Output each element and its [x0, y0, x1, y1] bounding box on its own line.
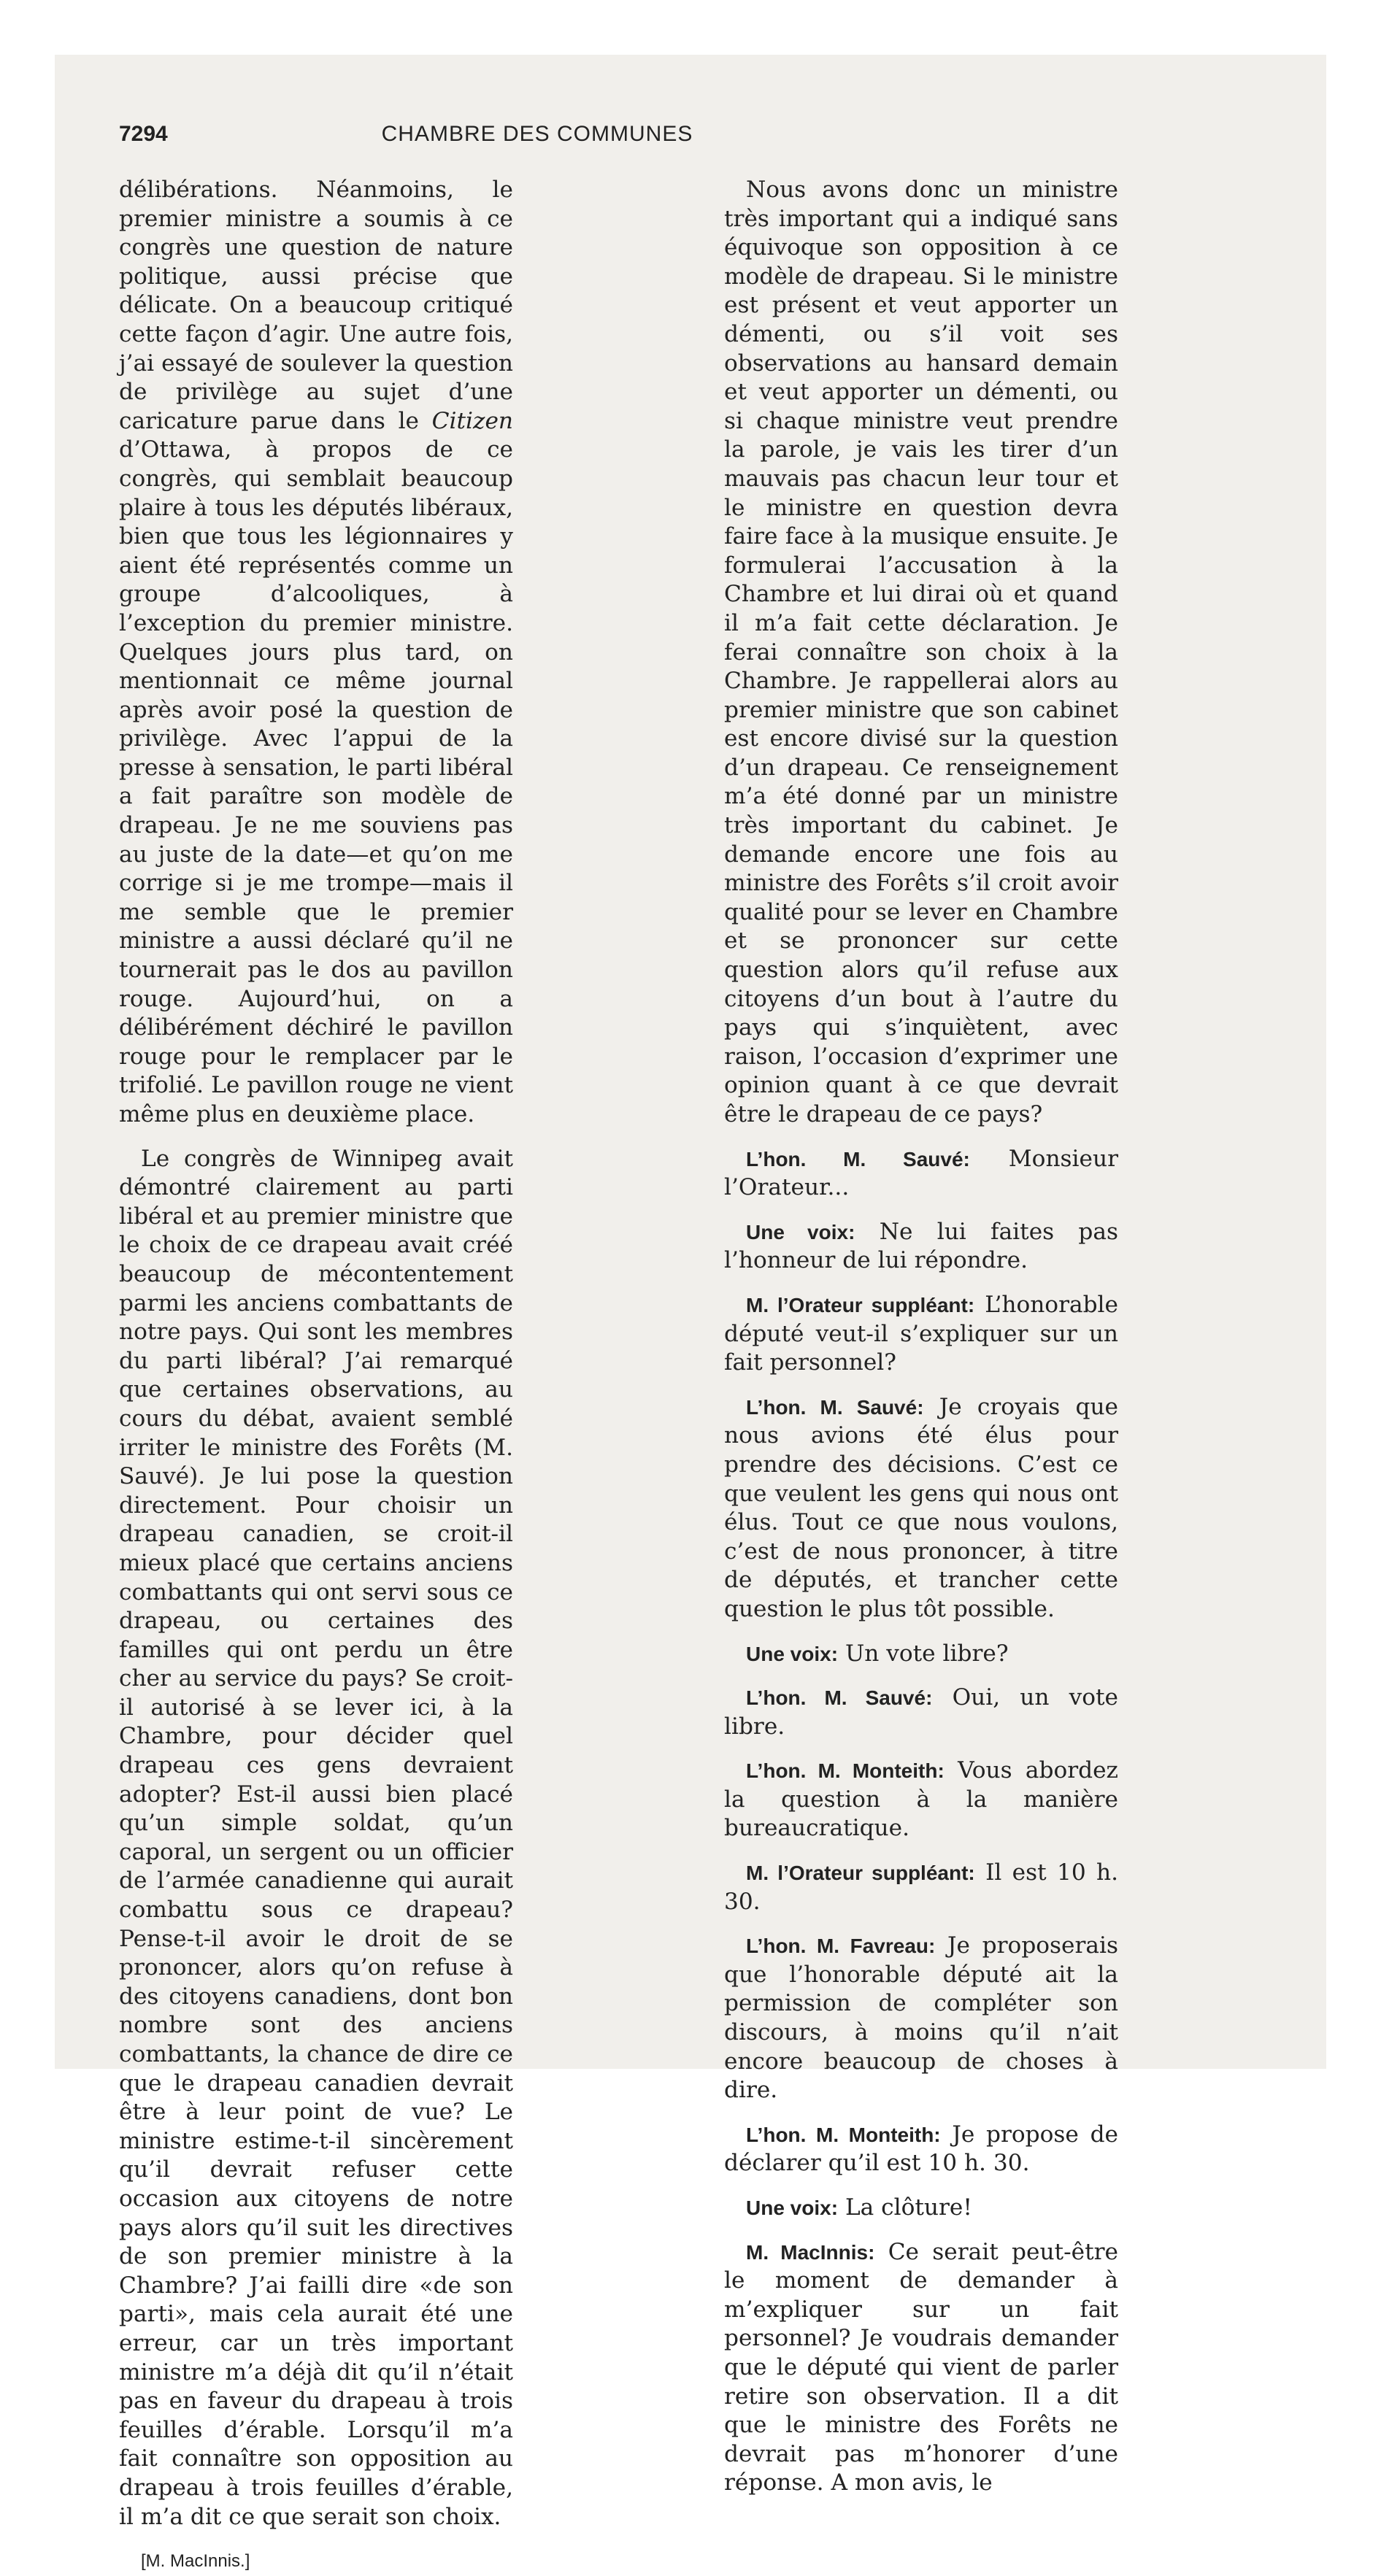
- left-paragraph-1: [119, 176, 513, 1130]
- left-p1-text: délibérations. Néanmoins, le premier ministre a soumis à ce congrès une question de nature politique, aussi précise que délicate. On a beaucoup critiqué cette façon d’agir. Une autre fois, j’ai essayé de soulever la question de privilège au sujet d’une caricature parue dans le: [119, 177, 514, 434]
- speaker-name: M. MacInnis:: [746, 2240, 875, 2264]
- speech-text: Vous abordez la question à la manière bureaucratique.: [724, 1757, 1118, 1842]
- exchange-item: [724, 1393, 1118, 1624]
- speaker-name: L’hon. M. Sauvé:: [746, 1686, 933, 1710]
- speaker-name: Une voix:: [746, 1642, 839, 1665]
- exchange-item: [724, 1756, 1118, 1843]
- speech-text: Oui, un vote libre.: [724, 1684, 1118, 1740]
- page: [55, 55, 1326, 2572]
- right-paragraph-1: Nous avons donc un ministre très important qui a indiqué sans équivoque son opposition à ce modèle de drapeau. Si le ministre est présent et veut apporter un démenti, ou s’il voit ses observations au hansard demain et veut apporter un démenti, ou si chaque ministre veut prendre la parole, je vais les tirer d’un mauvais pas chacun leur tour et le ministre en question devra faire face à la musique ensuite. Je formulerai l’accusation à la Chambre et lui dirai où et quand il m’a fait cette déclaration. Je ferai connaître son choix à la Chambre. Je rappellerai alors au premier ministre que son cabinet est encore divisé sur la question d’un drapeau. Ce renseignement m’a été donné par un ministre très important du cabinet. Je demande encore une fois au ministre des Forêts s’il croit avoir qualité pour se lever en Chambre et se prononcer sur cette question alors qu’il refuse aux citoyens d’un bout à l’autre du pays qui s’inquiètent, avec raison, l’occasion d’exprimer une opinion quant à ce que devrait être le drapeau de ce pays?: [724, 177, 1118, 1127]
- page-number: 7294: [119, 122, 168, 146]
- speech-text: Il est 10 h. 30.: [724, 1859, 1118, 1915]
- speaker-footnote: [M. MacInnis.]: [141, 2551, 250, 2572]
- speaker-name: M. l’Orateur suppléant:: [746, 1293, 975, 1316]
- speaker-name: M. l’Orateur suppléant:: [746, 1862, 975, 1885]
- speech-text: L’honorable député veut-il s’expliquer sur un fait personnel?: [724, 1291, 1118, 1376]
- speaker-name: L’hon. M. Sauvé:: [746, 1395, 924, 1419]
- speech-text: Je propose de déclarer qu’il est 10 h. 30.: [724, 2121, 1118, 2177]
- speaker-name: L’hon. M. Monteith:: [746, 2123, 941, 2146]
- exchange-item: [724, 1218, 1118, 1276]
- speech-text: Je croyais que nous avions été élus pour prendre des décisions. C’est ce que veulent les gens qui nous ont élus. Tout ce que nous voulons, c’est de nous prononcer, à titre de députés, et trancher cette question le plus tôt possible.: [724, 1393, 1118, 1622]
- exchange-item: [724, 1932, 1118, 2105]
- speech-text: Ce serait peut-être le moment de demander à m’expliquer sur un fait personnel? Je voudrais demander que le député qui vient de parler retire son observation. Il a dit que le ministre des Forêts ne devrait pas m’honorer d’une réponse. A mon avis, le: [724, 2238, 1118, 2496]
- speaker-name: Une voix:: [746, 2197, 839, 2219]
- left-p1-rest: d’Ottawa, à propos de ce congrès, qui semblait beaucoup plaire à tous les députés libéraux, bien que tous les légionnaires y aient été représentés comme un groupe d’alcooliques, à l’exception du premier ministre. Quelques jours plus tard, on mentionnait ce même journal après avoir posé la question de privilège. Avec l’appui de la presse à sensation, le parti libéral a fait paraître son modèle de drapeau. Je ne me souviens pas au juste de la date—et qu’on me corrige si je me trompe—mais il me semble que le premier ministre a aussi déclaré qu’il ne tournerait pas le dos au pavillon rouge. Aujourd’hui, on a délibérément déchiré le pavillon rouge pour le remplacer par le trifolié. Le pavillon rouge ne vient même plus en deuxième place.: [119, 436, 513, 1127]
- speech-text: Monsieur l’Orateur...: [724, 1145, 1118, 1201]
- speaker-name: L’hon. M. Monteith:: [746, 1759, 945, 1783]
- speech-text: Ne lui faites pas l’honneur de lui répondre.: [724, 1218, 1118, 1274]
- running-head: CHAMBRE DES COMMUNES: [381, 122, 693, 146]
- newspaper-title: Citizen: [431, 407, 513, 434]
- left-paragraph-2: Le congrès de Winnipeg avait démontré clairement au parti libéral et au premier ministre que le choix de ce drapeau avait créé beaucoup de mécontentement parmi les anciens combattants de notre pays. Qui sont les membres du parti libéral? J’ai remarqué que certaines observations, au cours du débat, avaient semblé irriter le ministre des Forêts (M. Sauvé). Je lui pose la question directement. Pour choisir un drapeau canadien, se croit-il mieux placé que certains anciens combattants qui ont servi sous ce drapeau, ou certaines des familles qui ont perdu un être cher au service du pays? Se croit-il autorisé à se lever ici, à la Chambre, pour décider quel drapeau ces gens devraient adopter? Est-il aussi bien placé qu’un simple soldat, qu’un caporal, un sergent ou un officier de l’armée canadienne qui aurait combattu sous ce drapeau? Pense-t-il avoir le droit de se prononcer, alors qu’on refuse à des citoyens canadiens, dont bon nombre sont des anciens combattants, la chance de dire ce que le drapeau canadien devrait être à leur point de vue? Le ministre estime-t-il sincèrement qu’il devrait refuser cette occasion aux citoyens de notre pays alors qu’il suit les directives de son premier ministre à la Chambre? J’ai failli dire «de son parti», mais cela aurait été une erreur, car un très important ministre m’a déjà dit qu’il n’était pas en faveur du drapeau à trois feuilles d’érable. Lorsqu’il m’a fait connaître son opposition au drapeau à trois feuilles d’érable, il m’a dit ce que serait son choix.: [119, 1145, 513, 2530]
- speech-text: Un vote libre?: [845, 1640, 1009, 1667]
- speaker-name: Une voix:: [746, 1220, 855, 1243]
- exchange-item: [724, 1291, 1118, 1378]
- exchange-item: [724, 1684, 1118, 1741]
- speech-text: Je proposerais que l’honorable député ait la permission de compléter son discours, à moins qu’il n’ait encore beaucoup de choses à dire.: [724, 1932, 1118, 2104]
- left-column: [119, 176, 514, 2572]
- speaker-name: L’hon. M. Sauvé:: [746, 1147, 970, 1171]
- exchange-item: [724, 1859, 1118, 1916]
- right-column: [724, 176, 1118, 2496]
- speaker-name: L’hon. M. Favreau:: [746, 1935, 936, 1958]
- exchange-item: [724, 1640, 1118, 1669]
- speech-text: La clôture!: [845, 2194, 972, 2221]
- exchange-item: [724, 1145, 1118, 1203]
- exchange-item: [724, 2121, 1118, 2178]
- exchange-item: [724, 2194, 1118, 2223]
- page-header: [119, 122, 955, 158]
- exchange-item: [724, 2238, 1118, 2498]
